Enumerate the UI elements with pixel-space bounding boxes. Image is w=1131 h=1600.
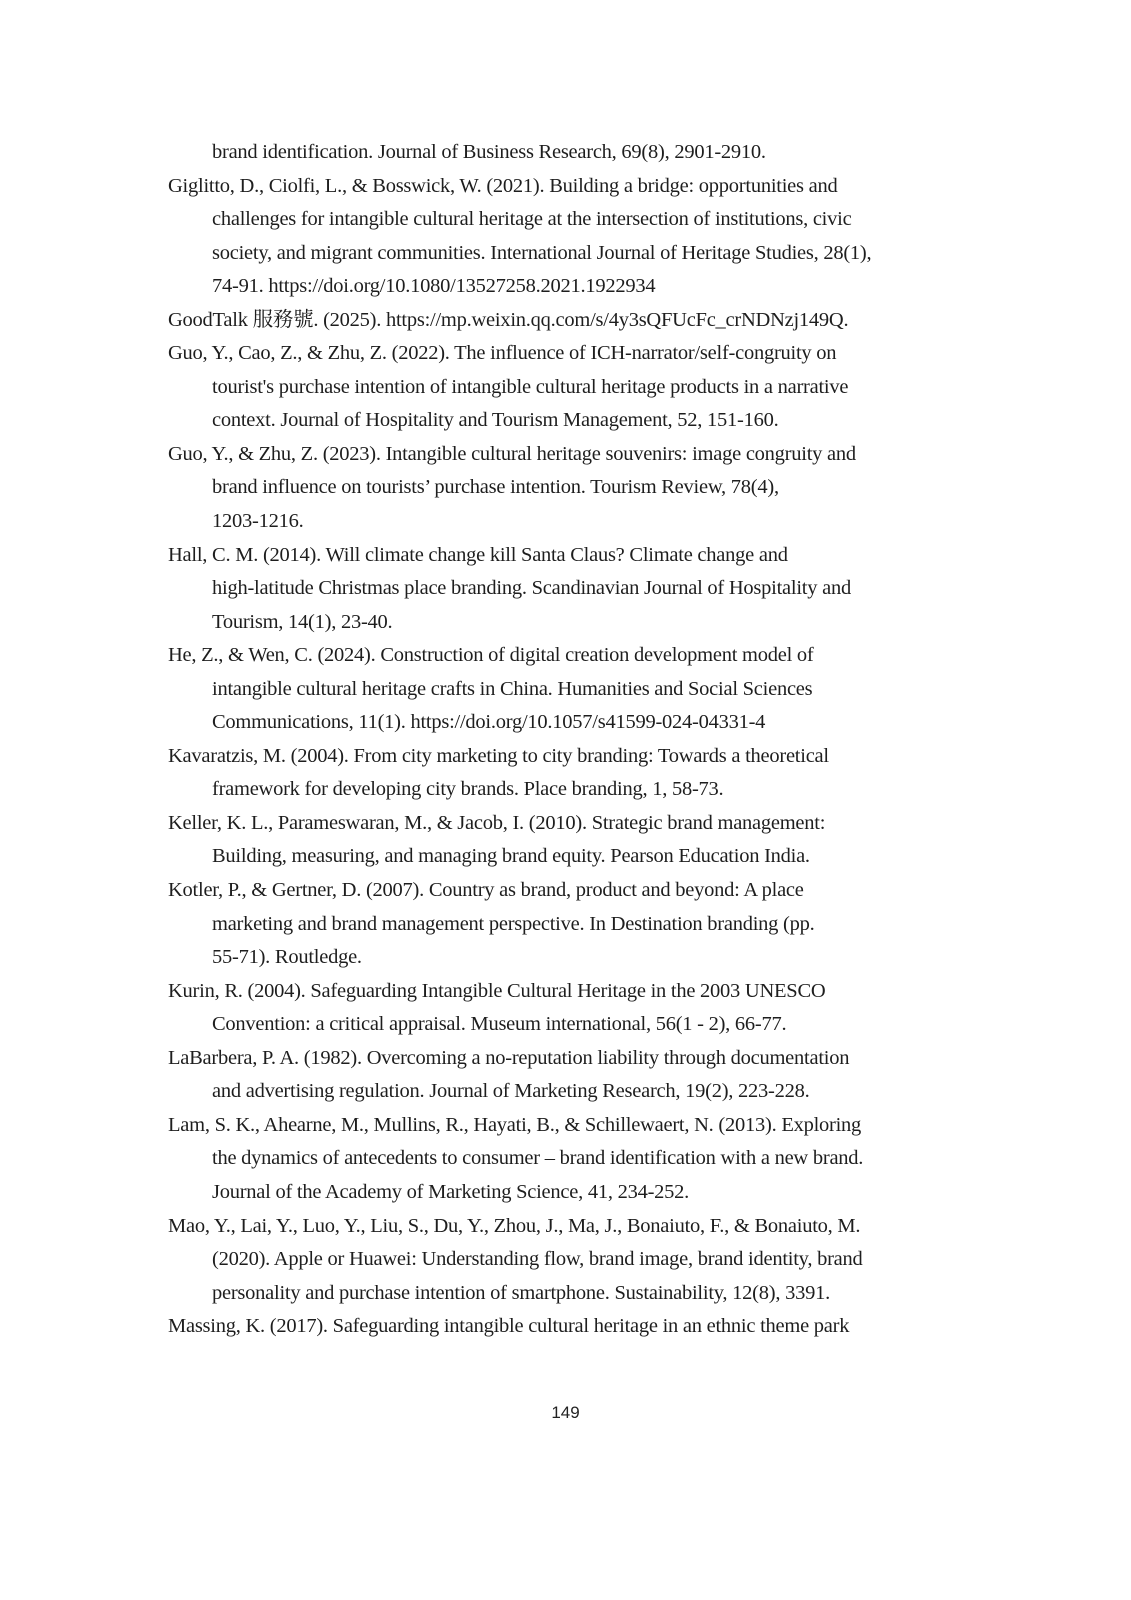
page-number: 149 (551, 1403, 580, 1422)
reference-entry (168, 170, 948, 304)
reference-entry (168, 1310, 948, 1344)
reference-continuation-line: Building, measuring, and managing brand equity. Pearson Education India. (212, 845, 810, 868)
reference-continuation-line: framework for developing city brands. Place branding, 1, 58-73. (212, 778, 724, 801)
reference-first-line: Massing, K. (2017). Safeguarding intangible cultural heritage in an ethnic theme park (168, 1315, 850, 1338)
reference-first-line: Kotler, P., & Gertner, D. (2007). Country as brand, product and beyond: A place (168, 879, 804, 902)
reference-continuation-line: personality and purchase intention of smartphone. Sustainability, 12(8), 3391. (212, 1281, 830, 1304)
reference-first-line: Keller, K. L., Parameswaran, M., & Jacob, I. (2010). Strategic brand management: (168, 811, 826, 834)
reference-entry (168, 1210, 948, 1311)
reference-first-line: Lam, S. K., Ahearne, M., Mullins, R., Hayati, B., & Schillewaert, N. (2013). Exploring (168, 1113, 862, 1136)
reference-first-line: LaBarbera, P. A. (1982). Overcoming a no-reputation liability through documentation (168, 1046, 850, 1069)
reference-continuation-line: Tourism, 14(1), 23-40. (212, 610, 393, 633)
reference-continuation-line: Convention: a critical appraisal. Museum international, 56(1 - 2), 66-77. (212, 1013, 787, 1036)
reference-entry (168, 1042, 948, 1109)
reference-continuation-line: the dynamics of antecedents to consumer – brand identification with a new brand. (212, 1147, 864, 1170)
reference-continuation-line: society, and migrant communities. International Journal of Heritage Studies, 28(1), (212, 241, 872, 264)
reference-entry (168, 1109, 948, 1210)
reference-entry (168, 136, 948, 170)
reference-list (168, 136, 948, 1344)
reference-continuation-line: 55-71). Routledge. (212, 946, 362, 969)
reference-continuation-line: (2020). Apple or Huawei: Understanding flow, brand image, brand identity, brand (212, 1248, 863, 1271)
reference-entry (168, 807, 948, 874)
reference-continuation-line: and advertising regulation. Journal of Marketing Research, 19(2), 223-228. (212, 1080, 810, 1103)
reference-continuation-line: brand influence on tourists’ purchase intention. Tourism Review, 78(4), (212, 476, 779, 499)
reference-first-line: Kavaratzis, M. (2004). From city marketing to city branding: Towards a theoretical (168, 744, 829, 767)
reference-continuation-line: 1203-1216. (212, 510, 304, 533)
reference-first-line: Guo, Y., Cao, Z., & Zhu, Z. (2022). The influence of ICH-narrator/self-congruity on (168, 342, 837, 365)
reference-entry (168, 874, 948, 975)
reference-entry (168, 639, 948, 740)
reference-continuation-line: brand identification. Journal of Business Research, 69(8), 2901-2910. (212, 141, 766, 163)
reference-first-line: GoodTalk 服務號. (2025). https://mp.weixin.qq.com/s/4y3sQFUcFc_crNDNzj149Q. (168, 308, 849, 331)
reference-continuation-line: Journal of the Academy of Marketing Science, 41, 234-252. (212, 1180, 690, 1203)
reference-continuation-line: high-latitude Christmas place branding. Scandinavian Journal of Hospitality and (212, 577, 851, 600)
reference-entry (168, 337, 948, 438)
reference-continuation-line: context. Journal of Hospitality and Tourism Management, 52, 151-160. (212, 409, 779, 432)
reference-entry (168, 740, 948, 807)
reference-entry (168, 438, 948, 539)
reference-continuation-line: intangible cultural heritage crafts in China. Humanities and Social Sciences (212, 677, 813, 700)
reference-entry (168, 975, 948, 1042)
reference-first-line: Hall, C. M. (2014). Will climate change kill Santa Claus? Climate change and (168, 543, 788, 566)
reference-first-line: Mao, Y., Lai, Y., Luo, Y., Liu, S., Du, Y., Zhou, J., Ma, J., Bonaiuto, F., & Bonaiuto, M. (168, 1214, 861, 1237)
reference-first-line: Giglitto, D., Ciolfi, L., & Bosswick, W. (2021). Building a bridge: opportunities and (168, 174, 838, 197)
reference-continuation-line: challenges for intangible cultural heritage at the intersection of institutions, civic (212, 208, 852, 231)
reference-continuation-line: tourist's purchase intention of intangible cultural heritage products in a narrative (212, 375, 849, 398)
reference-continuation-line: 74-91. https://doi.org/10.1080/13527258.2021.1922934 (212, 275, 656, 298)
reference-entry (168, 304, 948, 338)
reference-entry (168, 539, 948, 640)
reference-first-line: Kurin, R. (2004). Safeguarding Intangible Cultural Heritage in the 2003 UNESCO (168, 979, 826, 1002)
reference-first-line: He, Z., & Wen, C. (2024). Construction of digital creation development model of (168, 644, 814, 667)
reference-continuation-line: marketing and brand management perspective. In Destination branding (pp. (212, 912, 815, 935)
reference-first-line: Guo, Y., & Zhu, Z. (2023). Intangible cultural heritage souvenirs: image congruity and (168, 442, 856, 465)
reference-continuation-line: Communications, 11(1). https://doi.org/10.1057/s41599-024-04331-4 (212, 711, 766, 734)
